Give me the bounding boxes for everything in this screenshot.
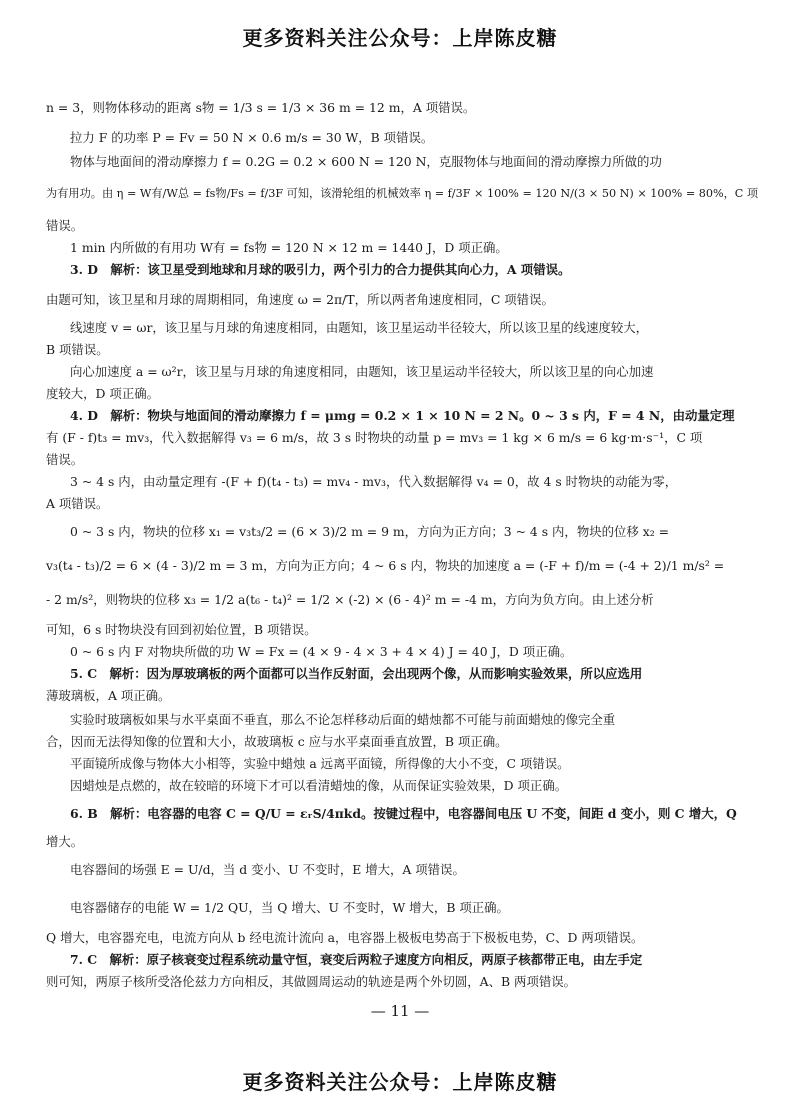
text-line: 3 ~ 4 s 内，由动量定理有 -(F + f)(t₄ - t₃) = mv₄ - mv₃，代入数据解得 v₄ = 0，故 4 s 时物块的动能为零， [70,474,678,489]
text-line: 线速度 v = ωr，该卫星与月球的角速度相同，由题知，该卫星运动半径较大，所以该卫星的线速度较大， [70,320,649,335]
answer-7: 7. C 解析：原子核衰变过程系统动量守恒，衰变后两粒子速度方向相反，两原子核都带正电，由左手定 [70,952,643,967]
text-line: 0 ~ 3 s 内，物块的位移 x₁ = v₃t₃/2 = (6 × 3)/2 m = 9 m，方向为正方向；3 ~ 4 s 内，物块的位移 x₂ = [70,524,669,539]
text-line: 增大。 [46,834,84,849]
text-line: 由题可知，该卫星和月球的周期相同，角速度 ω = 2π/T，所以两者角速度相同，C 项错误。 [46,292,554,307]
text-line: 因蜡烛是点燃的，故在较暗的环境下才可以看清蜡烛的像，从而保证实验效果，D 项正确。 [70,778,568,793]
text-line: 向心加速度 a = ω²r，该卫星与月球的角速度相同，由题知，该卫星运动半径较大，所以该卫星的向心加速 [70,364,654,379]
text-line: n = 3，则物体移动的距离 s物 = 1/3 s = 1/3 × 36 m = 12 m，A 项错误。 [46,100,476,115]
header-banner: 更多资料关注公众号：上岸陈皮糖 [242,26,558,50]
text-line: 实验时玻璃板如果与水平桌面不垂直，那么不论怎样移动后面的蜡烛都不可能与前面蜡烛的像完全重 [70,712,616,727]
text-line: - 2 m/s²，则物块的位移 x₃ = 1/2 a(t₆ - t₄)² = 1/2 × (-2) × (6 - 4)² m = -4 m，方向为负方向。由上述分析 [46,592,654,607]
text-line: B 项错误。 [46,342,109,357]
answer-3: 3. D 解析：该卫星受到地球和月球的吸引力，两个引力的合力提供其向心力，A 项错误。 [70,262,571,277]
text-line: 可知，6 s 时物块没有回到初始位置，B 项错误。 [46,622,317,637]
answer-4: 4. D 解析：物块与地面间的滑动摩擦力 f = μmg = 0.2 × 1 × 10 N = 2 N。0 ~ 3 s 内，F = 4 N，由动量定理 [70,408,735,423]
text-line: 1 min 内所做的有用功 W有 = fs物 = 120 N × 12 m = 1440 J，D 项正确。 [70,240,508,255]
text-line: 0 ~ 6 s 内 F 对物块所做的功 W = Fx = (4 × 9 - 4 × 3 + 4 × 4) J = 40 J，D 项正确。 [70,644,573,659]
text-line: 电容器储存的电能 W = 1/2 QU，当 Q 增大、U 不变时，W 增大，B 项正确。 [70,900,509,915]
text-line: 有 (F - f)t₃ = mv₃，代入数据解得 v₃ = 6 m/s，故 3 s 时物块的动量 p = mv₃ = 1 kg × 6 m/s = 6 kg·m·s⁻¹，C 项 [46,430,703,445]
text-line: 拉力 F 的功率 P = Fv = 50 N × 0.6 m/s = 30 W，B 项错误。 [70,130,434,145]
text-line: 为有用功。由 η = W有/W总 = fs物/Fs = f/3F 可知，该滑轮组的机械效率 η = f/3F × 100% = 120 N/(3 × 50 N) × 100% = 80%，C 项 [46,187,759,200]
text-line: v₃(t₄ - t₃)/2 = 6 × (4 - 3)/2 m = 3 m，方向为正方向；4 ~ 6 s 内，物块的加速度 a = (-F + f)/m = (-4 + 2)/1 m/s² = [46,558,725,573]
text-line: 薄玻璃板，A 项正确。 [46,688,171,703]
text-line: 错误。 [46,218,84,233]
page-number: — 11 — [370,1002,430,1020]
text-line: 错误。 [46,452,84,467]
text-line: 电容器间的场强 E = U/d，当 d 变小、U 不变时，E 增大，A 项错误。 [70,862,465,877]
text-line: A 项错误。 [46,496,109,511]
text-line: 则可知，两原子核所受洛伦兹力方向相反，其做圆周运动的轨迹是两个外切圆，A、B 两项错误。 [46,974,577,989]
footer-banner: 更多资料关注公众号：上岸陈皮糖 [242,1070,558,1094]
text-line: 合，因而无法得知像的位置和大小，故玻璃板 c 应与水平桌面垂直放置，B 项正确。 [46,734,508,749]
answer-6: 6. B 解析：电容器的电容 C = Q/U = εᵣS/4πkd。按键过程中，电容器间电压 U 不变，间距 d 变小，则 C 增大，Q [70,806,737,821]
text-line: 物体与地面间的滑动摩擦力 f = 0.2G = 0.2 × 600 N = 120 N，克服物体与地面间的滑动摩擦力所做的功 [70,154,662,169]
text-line: 度较大，D 项正确。 [46,386,159,401]
answer-5: 5. C 解析：因为厚玻璃板的两个面都可以当作反射面，会出现两个像，从而影响实验效果，所以应选用 [70,666,643,681]
text-line: Q 增大，电容器充电，电流方向从 b 经电流计流向 a，电容器上极板电势高于下极板电势，C、D 两项错误。 [46,930,644,945]
text-line: 平面镜所成像与物体大小相等，实验中蜡烛 a 远离平面镜，所得像的大小不变，C 项错误。 [70,756,570,771]
